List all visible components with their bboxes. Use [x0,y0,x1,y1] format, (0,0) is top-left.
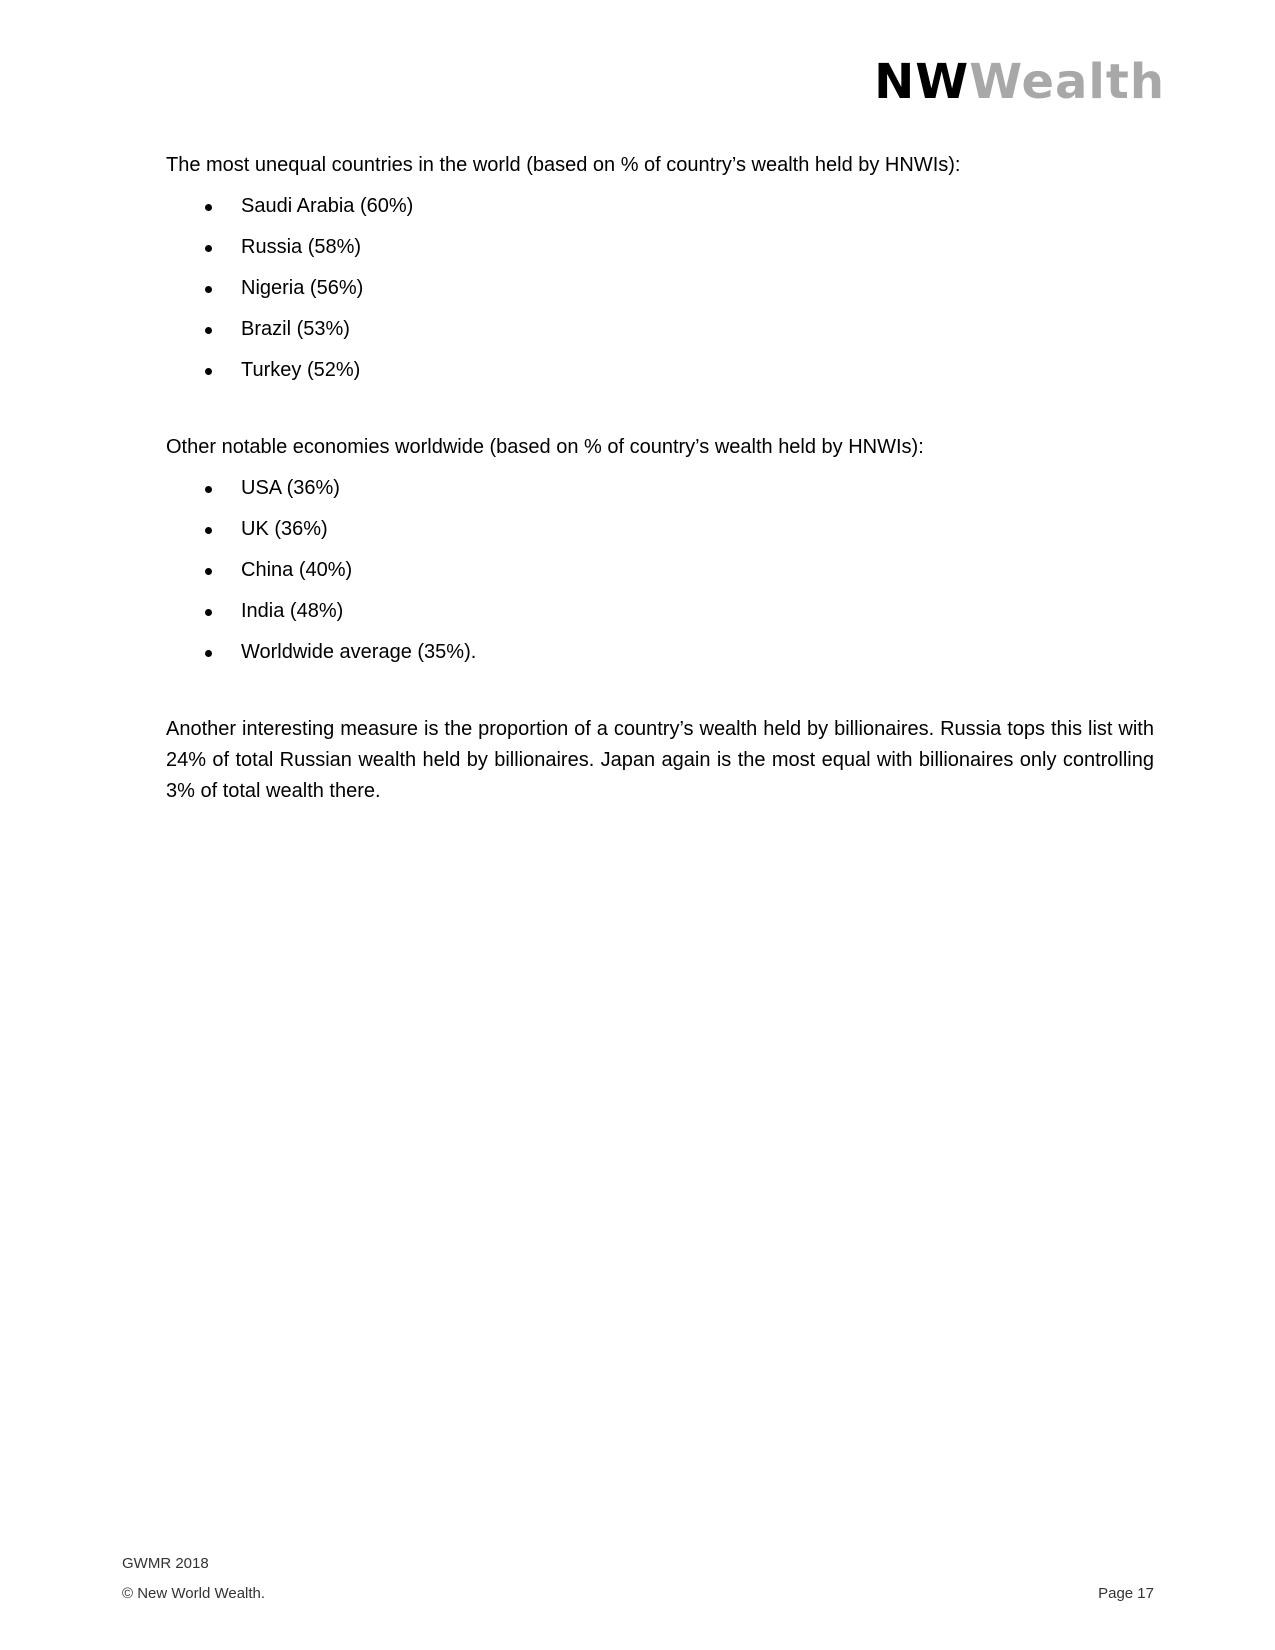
notable-economies-list [166,473,1154,678]
bullet-icon [205,204,212,211]
bullet-icon [205,368,212,375]
list-item-text: Brazil (53%) [241,318,350,340]
list-item-text: Saudi Arabia (60%) [241,195,414,217]
list-item [166,637,1154,678]
list-item [166,596,1154,637]
notable-economies-section [166,432,1154,678]
billionaires-section [166,714,1154,807]
list-item [166,473,1154,514]
unequal-countries-section [166,150,1154,396]
bullet-icon [205,286,212,293]
bullet-icon [205,568,212,575]
unequal-countries-intro: The most unequal countries in the world (based on % of country’s wealth held by HNWIs): [166,154,961,176]
footer-report-name: GWMR 2018 [122,1555,209,1572]
list-item [166,314,1154,355]
list-item-text: China (40%) [241,559,353,581]
list-item [166,191,1154,232]
list-item [166,555,1154,596]
list-item-text: UK (36%) [241,518,328,540]
bullet-icon [205,327,212,334]
list-item-text: USA (36%) [241,477,340,499]
footer-left [122,1549,265,1609]
list-item [166,232,1154,273]
list-item-text: Turkey (52%) [241,359,361,381]
footer-copyright: © New World Wealth. [122,1585,266,1602]
footer-page-number: Page 17 [1098,1585,1154,1602]
list-item [166,355,1154,396]
list-item [166,273,1154,314]
bullet-icon [205,486,212,493]
bullet-icon [205,609,212,616]
bullet-icon [205,650,212,657]
billionaires-paragraph: Another interesting measure is the proportion of a country’s wealth held by billionaires. Russia tops this list with 24% of total Russian wealth held by billionaires. Japan again is the most equal with billionaires only controlling 3% of total wealth there. [166,718,1154,802]
logo-wealth-text: Wealth [969,54,1165,110]
page-content [166,150,1154,807]
logo-nw-text: NW [874,54,970,110]
list-item [166,514,1154,555]
bullet-icon [205,245,212,252]
list-item-text: India (48%) [241,600,344,622]
list-item-text: Worldwide average (35%). [241,641,477,663]
list-item-text: Nigeria (56%) [241,277,364,299]
bullet-icon [205,527,212,534]
brand-logo [874,54,1165,110]
notable-economies-intro: Other notable economies worldwide (based on % of country’s wealth held by HNWIs): [166,436,924,458]
list-item-text: Russia (58%) [241,236,362,258]
unequal-countries-list [166,191,1154,396]
